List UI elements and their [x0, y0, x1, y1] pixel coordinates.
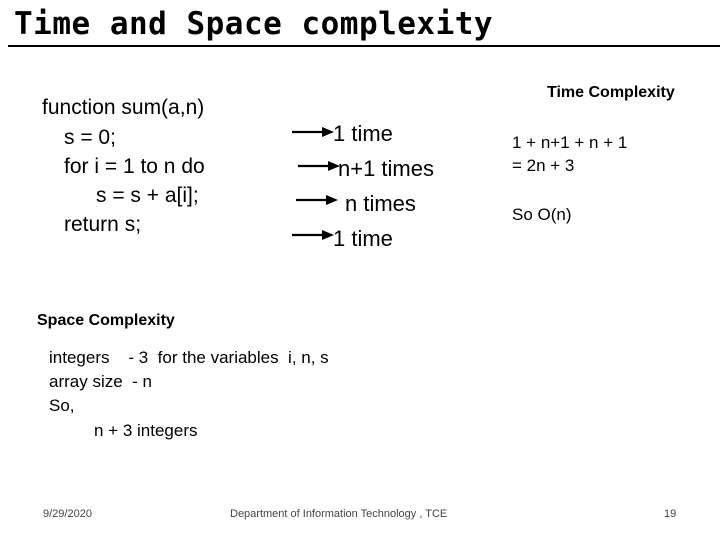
code-line-accumulate: s = s + a[i];	[96, 184, 199, 207]
code-line-function: function sum(a,n)	[42, 96, 205, 119]
time-sum-line: 1 + n+1 + n + 1	[512, 133, 628, 152]
time-sum-result: = 2n + 3	[512, 156, 575, 175]
arrow-right-icon	[290, 225, 336, 245]
space-complexity-heading: Space Complexity	[37, 312, 175, 329]
space-total-line: n + 3 integers	[94, 421, 198, 440]
slide-title: Time and Space complexity	[14, 6, 494, 42]
time-complexity-heading: Time Complexity	[547, 84, 675, 101]
arrow-right-icon	[296, 156, 342, 176]
arrow-right-icon	[294, 190, 340, 210]
step-count-return: 1 time	[333, 226, 393, 251]
code-line-init: s = 0;	[64, 126, 116, 149]
step-count-init: 1 time	[333, 121, 393, 146]
footer-date: 9/29/2020	[43, 508, 92, 520]
space-array-line: array size - n	[49, 372, 152, 391]
space-so-line: So,	[49, 396, 75, 415]
code-line-loop: for i = 1 to n do	[64, 155, 205, 178]
arrow-right-icon	[290, 122, 336, 142]
space-integers-line: integers - 3 for the variables i, n, s	[49, 348, 329, 367]
step-count-loop: n+1 times	[338, 156, 434, 181]
step-count-body: n times	[345, 191, 416, 216]
time-conclusion: So O(n)	[512, 205, 572, 224]
footer-department: Department of Information Technology , TCE	[230, 508, 448, 520]
code-line-return: return s;	[64, 213, 142, 236]
footer-page-number: 19	[664, 508, 677, 520]
title-underline	[8, 45, 720, 47]
